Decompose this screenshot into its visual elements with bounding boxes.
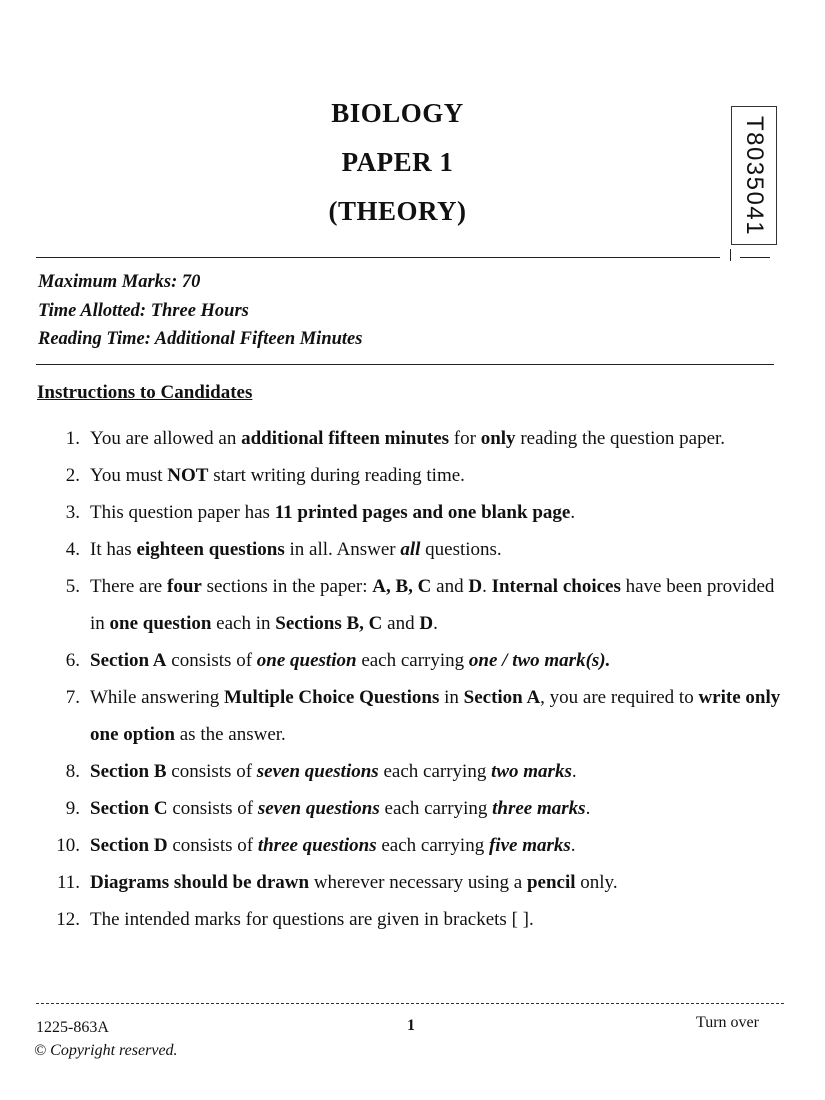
header-divider-tick	[730, 249, 731, 261]
paper-code: 1225-863A	[36, 1019, 109, 1036]
instruction-item	[0, 864, 790, 901]
instruction-text: Section D	[90, 835, 168, 856]
instruction-text: only	[480, 428, 516, 449]
meta-divider	[36, 364, 774, 365]
instruction-text: reading the question paper.	[515, 428, 726, 449]
instruction-text: each carrying	[356, 650, 469, 671]
instruction-text: five marks	[488, 835, 571, 856]
instruction-text: two marks	[491, 761, 572, 782]
subject-title: BIOLOGY	[331, 98, 464, 128]
instruction-text: .	[570, 502, 576, 523]
instruction-text: in all. Answer	[284, 539, 401, 560]
instruction-text: four	[167, 576, 202, 597]
instruction-number: 1.	[65, 428, 80, 449]
instruction-text: and	[382, 613, 420, 634]
reading-time: Reading Time: Additional Fifteen Minutes	[38, 329, 363, 349]
instruction-item	[0, 790, 790, 827]
instruction-item	[0, 457, 790, 494]
instruction-text: , you are required to	[540, 687, 699, 708]
instruction-number: 7.	[65, 687, 80, 708]
instruction-text: Diagrams should be drawn	[90, 872, 310, 893]
instruction-text: .	[570, 835, 576, 856]
instruction-text: Multiple Choice Questions	[224, 687, 440, 708]
instruction-text: Section C	[90, 798, 168, 819]
instruction-text: each carrying	[376, 835, 489, 856]
footer-divider	[36, 1003, 784, 1004]
instruction-text: additional fifteen minutes	[241, 428, 450, 449]
instruction-text: .	[482, 576, 492, 597]
instruction-number: 11.	[56, 872, 80, 893]
serial-number: T8035041	[741, 115, 768, 236]
instruction-text: only.	[575, 872, 618, 893]
instruction-number: 8.	[65, 761, 80, 782]
instruction-text: You are allowed an	[90, 428, 242, 449]
instruction-item	[0, 420, 790, 457]
instruction-text: as the answer.	[175, 724, 286, 745]
instruction-number: 4.	[65, 539, 80, 560]
header-divider-right	[740, 257, 770, 258]
instruction-text: A, B, C	[372, 576, 432, 597]
instruction-text: have been provided in	[90, 576, 775, 634]
instruction-text: consists of	[166, 761, 257, 782]
instructions-heading: Instructions to Candidates	[37, 382, 253, 403]
instruction-number: 9.	[65, 798, 80, 819]
instruction-text: three questions	[257, 835, 377, 856]
instruction-text: questions.	[420, 539, 502, 560]
instruction-text: start writing during reading time.	[208, 465, 465, 486]
instruction-text: D	[419, 613, 434, 634]
header-divider	[36, 257, 720, 258]
instruction-number: 12.	[56, 909, 80, 930]
paper-type-title: (THEORY)	[328, 196, 467, 226]
instruction-text: .	[433, 613, 438, 634]
instruction-text: each carrying	[379, 798, 493, 819]
copyright-notice: © Copyright reserved.	[34, 1042, 178, 1059]
instruction-text: The intended marks for questions are given in brackets [ ].	[90, 909, 534, 930]
instruction-item	[0, 901, 790, 938]
instruction-item	[0, 642, 790, 679]
instruction-text: Internal choices	[491, 576, 621, 597]
instruction-text: one question	[109, 613, 212, 634]
serial-number-box	[731, 106, 777, 245]
instruction-text: one question	[256, 650, 357, 671]
instruction-item	[0, 568, 790, 642]
instruction-text: You must	[90, 465, 168, 486]
instruction-item	[0, 531, 790, 568]
instruction-item	[0, 494, 790, 531]
instruction-text: .	[585, 798, 591, 819]
instruction-text: Section A	[90, 650, 167, 671]
instruction-text: There are	[90, 576, 167, 597]
instruction-text: wherever necessary using a	[309, 872, 527, 893]
instruction-text: seven questions	[257, 798, 380, 819]
instruction-text: Section B	[90, 761, 167, 782]
instruction-text: consists of	[166, 650, 257, 671]
instruction-text: While answering	[90, 687, 225, 708]
instruction-text: D	[468, 576, 483, 597]
instructions-list	[0, 420, 790, 938]
turn-over-label: Turn over	[696, 1014, 759, 1031]
instruction-text: It has	[90, 539, 137, 560]
instruction-item	[0, 827, 790, 864]
instruction-text: NOT	[167, 465, 209, 486]
instruction-text: pencil	[526, 872, 576, 893]
time-allotted: Time Allotted: Three Hours	[38, 301, 249, 321]
instruction-text: write only one option	[90, 687, 781, 745]
instruction-number: 6.	[65, 650, 80, 671]
instruction-text: and	[431, 576, 469, 597]
maximum-marks: Maximum Marks: 70	[38, 272, 201, 292]
paper-title: PAPER 1	[341, 147, 454, 177]
instruction-item	[0, 679, 790, 753]
instruction-text: sections in the paper:	[201, 576, 373, 597]
instruction-text: This question paper has	[90, 502, 275, 523]
instruction-number: 2.	[65, 465, 80, 486]
instruction-text: eighteen questions	[136, 539, 285, 560]
page-number: 1	[407, 1017, 415, 1034]
instruction-text: for	[449, 428, 481, 449]
instruction-text: consists of	[167, 798, 258, 819]
instruction-text: all	[400, 539, 421, 560]
instruction-text: in	[439, 687, 464, 708]
instruction-text: three marks	[492, 798, 586, 819]
instruction-number: 5.	[65, 576, 80, 597]
instruction-number: 10.	[56, 835, 80, 856]
instruction-number: 3.	[65, 502, 80, 523]
instruction-text: Section A	[463, 687, 541, 708]
instruction-text: 11 printed pages and one blank page	[274, 502, 571, 523]
instruction-text: one / two mark(s).	[468, 650, 611, 671]
instruction-text: each carrying	[378, 761, 492, 782]
instruction-text: Sections B, C	[275, 613, 383, 634]
instruction-text: .	[571, 761, 577, 782]
instruction-item	[0, 753, 790, 790]
instruction-text: consists of	[167, 835, 258, 856]
instruction-text: each in	[211, 613, 276, 634]
instruction-text: seven questions	[256, 761, 379, 782]
